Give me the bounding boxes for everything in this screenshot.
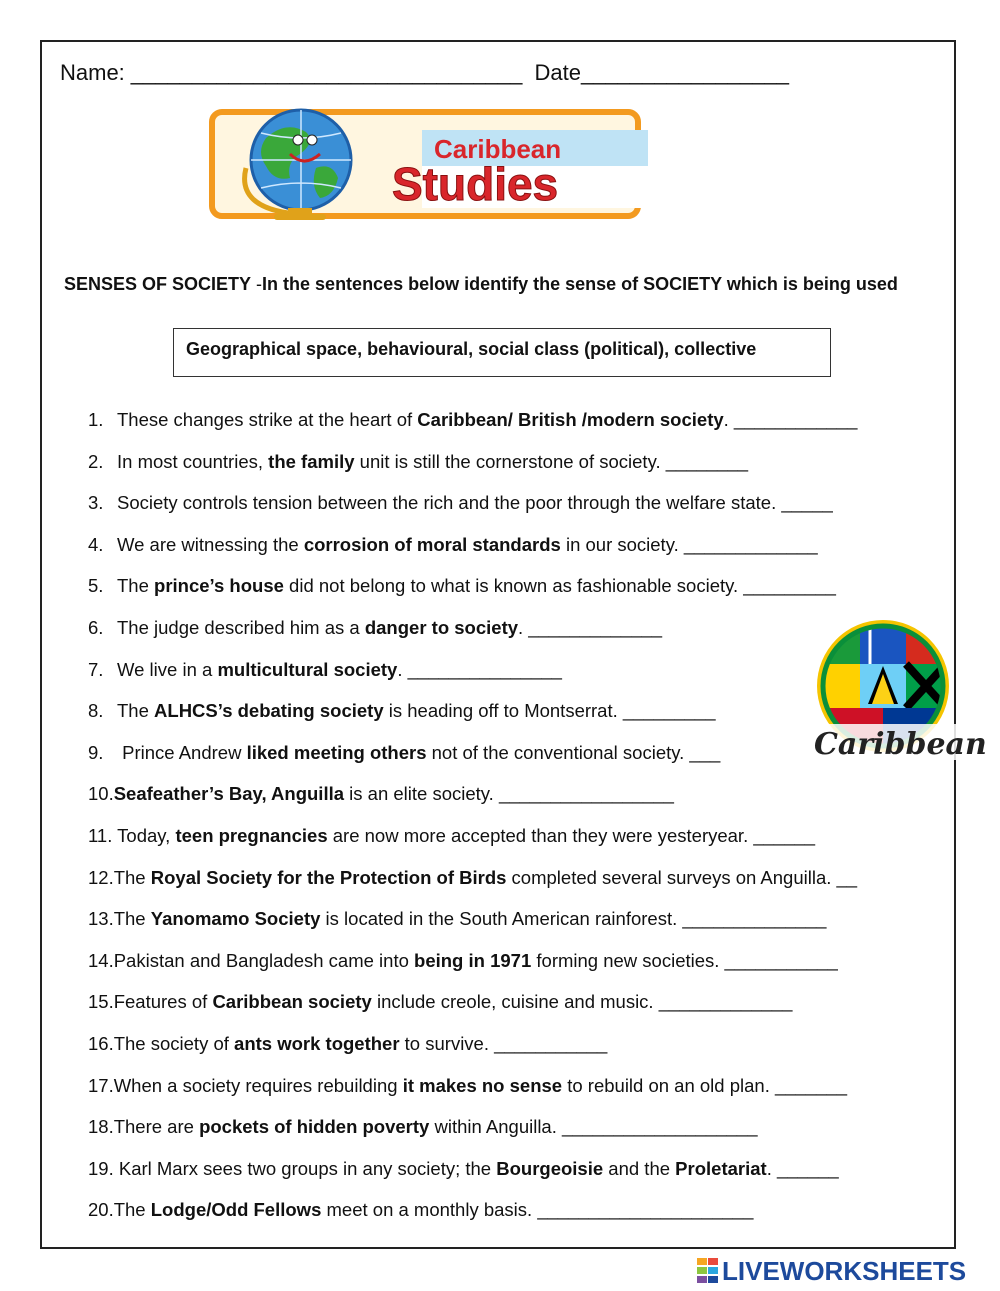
question-item: [88, 818, 948, 860]
question-keyword: Caribbean society: [212, 991, 372, 1013]
question-item: [88, 776, 948, 818]
question-text: Pakistan and Bangladesh came into: [113, 949, 415, 971]
instructions-heading: SENSES OF SOCIETY: [64, 274, 252, 294]
question-keyword: prince’s house: [154, 575, 284, 597]
question-text: The judge described him as a: [117, 616, 365, 638]
name-field[interactable]: ________________________________: [130, 60, 523, 85]
question-keyword: ALHCS’s debating society: [154, 700, 384, 722]
date-label: Date: [534, 60, 581, 85]
question-text[interactable]: . _____________: [518, 616, 663, 638]
name-date-row: [60, 60, 795, 86]
instructions: [60, 268, 920, 300]
flags-badge-icon: [810, 614, 987, 766]
question-keyword: teen pregnancies: [175, 824, 328, 846]
liveworksheets-logo-icon: [697, 1258, 719, 1284]
question-number: 1.: [88, 409, 104, 430]
answer-options: Geographical space, behavioural, social class (political), collective: [186, 339, 757, 359]
question-keyword: being in 1971: [414, 949, 532, 971]
answer-options-box: [173, 328, 831, 377]
question-text[interactable]: is heading off to Montserrat. _________: [383, 700, 716, 722]
question-keyword: Bourgeoisie: [496, 1157, 604, 1179]
question-list: [88, 402, 948, 1234]
question-keyword: Royal Society for the Protection of Birds: [150, 866, 507, 888]
question-text: and the: [603, 1157, 676, 1179]
question-number: 14.: [88, 949, 114, 971]
question-item: [88, 402, 948, 444]
instructions-text: In the sentences below identify the sense of SOCIETY which is being used: [262, 274, 898, 294]
liveworksheets-brand: LIVEWORKSHEETS: [722, 1255, 967, 1286]
question-number: 15.: [88, 991, 114, 1013]
question-number: 19.: [88, 1157, 114, 1179]
question-item: [88, 943, 948, 985]
question-keyword: multicultural society: [217, 658, 398, 680]
question-text: Karl Marx sees two groups in any society; the: [113, 1157, 497, 1179]
question-text[interactable]: forming new societies. ___________: [531, 949, 838, 971]
question-number: 11.: [88, 824, 113, 846]
question-keyword: Proletariat: [675, 1157, 767, 1179]
question-text: Features of: [113, 991, 213, 1013]
question-text[interactable]: meet on a monthly basis. _____________________: [321, 1199, 754, 1221]
question-text: There are: [113, 1116, 200, 1138]
question-item: [88, 1192, 948, 1234]
question-text: The: [117, 575, 155, 597]
name-label: Name:: [60, 60, 125, 85]
question-keyword: pockets of hidden poverty: [199, 1116, 430, 1138]
question-text[interactable]: within Anguilla. ___________________: [429, 1116, 758, 1138]
question-text: We live in a: [117, 658, 218, 680]
question-keyword: corrosion of moral standards: [303, 533, 561, 555]
logo-line2: Studies: [392, 158, 559, 210]
date-field[interactable]: _________________: [580, 60, 789, 85]
question-number: 4.: [88, 533, 104, 555]
question-text: Prince Andrew: [117, 741, 247, 763]
question-number: 20.: [88, 1199, 114, 1221]
question-keyword: it makes no sense: [402, 1074, 563, 1096]
question-text[interactable]: are now more accepted than they were yesteryear. ______: [327, 824, 816, 846]
question-text: The: [117, 700, 155, 722]
question-item: [88, 527, 948, 569]
question-text[interactable]: . ______: [766, 1157, 839, 1179]
question-text[interactable]: is an elite society. _________________: [344, 783, 674, 805]
question-text: When a society requires rebuilding: [113, 1074, 403, 1096]
globe-logo-icon: [206, 108, 648, 224]
liveworksheets-footer[interactable]: [697, 1256, 966, 1286]
question-number: 7.: [88, 658, 104, 680]
question-number: 2.: [88, 450, 104, 472]
question-text: The society of: [113, 1032, 235, 1054]
question-number: 8.: [88, 700, 104, 722]
question-text[interactable]: in our society. _____________: [560, 533, 818, 555]
question-text[interactable]: unit is still the cornerstone of society. ________: [354, 450, 749, 472]
question-item: [88, 860, 948, 902]
question-number: 12.: [88, 866, 114, 888]
question-keyword: Caribbean/ British /modern society: [417, 409, 724, 430]
question-item: [88, 485, 948, 527]
question-item: [88, 901, 948, 943]
question-text: The: [113, 866, 151, 888]
question-text[interactable]: completed several surveys on Anguilla. __: [506, 866, 858, 888]
question-keyword: the family: [268, 450, 355, 472]
question-keyword: Seafeather’s Bay, Anguilla: [113, 783, 345, 805]
question-text[interactable]: include creole, cuisine and music. _____________: [371, 991, 793, 1013]
question-number: 17.: [88, 1074, 114, 1096]
instructions-separator: -: [251, 274, 263, 294]
question-item: [88, 568, 948, 610]
question-keyword: danger to society: [364, 616, 519, 638]
question-text: In most countries,: [117, 450, 269, 472]
question-text: The: [113, 908, 151, 930]
question-number: 16.: [88, 1032, 114, 1054]
question-number: 5.: [88, 575, 104, 597]
question-text[interactable]: . _______________: [397, 658, 562, 680]
question-text[interactable]: to survive. ___________: [399, 1032, 608, 1054]
question-keyword: ants work together: [234, 1032, 400, 1054]
question-item: [88, 1068, 948, 1110]
question-text[interactable]: not of the conventional society. ___: [426, 741, 721, 763]
question-text[interactable]: . ____________: [723, 409, 858, 430]
caribbean-flags-badge: [810, 614, 987, 766]
question-text: The: [113, 1199, 151, 1221]
caribbean-studies-logo: [206, 108, 648, 224]
question-text: Today,: [112, 824, 176, 846]
question-keyword: liked meeting others: [246, 741, 427, 763]
badge-text: Caribbean: [814, 727, 987, 762]
question-number: 9.: [88, 741, 104, 763]
question-number: 13.: [88, 908, 114, 930]
question-item: [88, 1109, 948, 1151]
question-number: 6.: [88, 616, 104, 638]
question-item: [88, 444, 948, 486]
question-text: These changes strike at the heart of: [117, 409, 418, 430]
question-text[interactable]: is located in the South American rainforest. ______________: [320, 908, 827, 930]
question-text[interactable]: did not belong to what is known as fashionable society. _________: [283, 575, 836, 597]
logo-line1: Caribbean: [434, 134, 562, 164]
question-text[interactable]: to rebuild on an old plan. _______: [562, 1074, 848, 1096]
question-text: We are witnessing the: [117, 533, 304, 555]
question-item: [88, 1026, 948, 1068]
question-keyword: Lodge/Odd Fellows: [150, 1199, 322, 1221]
question-keyword: Yanomamo Society: [150, 908, 321, 930]
question-number: 18.: [88, 1116, 114, 1138]
question-number: 10.: [88, 783, 114, 805]
question-item: [88, 1151, 948, 1193]
question-number: 3.: [88, 492, 104, 514]
question-item: [88, 984, 948, 1026]
question-text[interactable]: Society controls tension between the rich and the poor through the welfare state. _____: [117, 492, 833, 514]
